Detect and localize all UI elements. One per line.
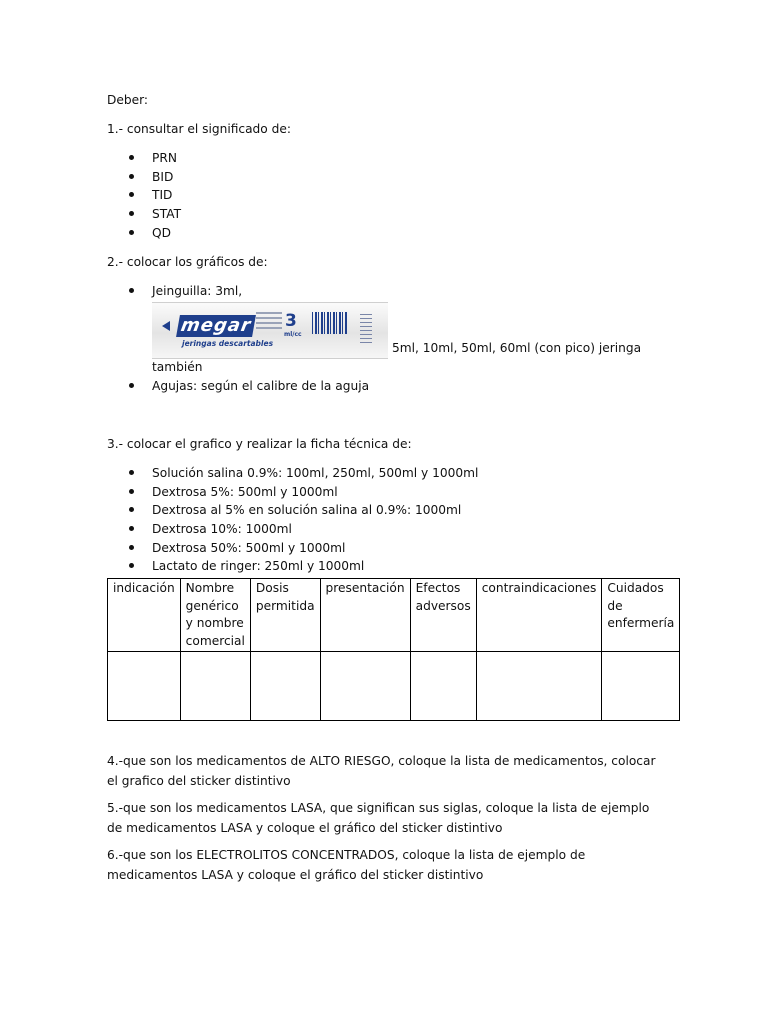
question-2: 2.- colocar los gráficos de: [107, 254, 268, 269]
list-item: TID [107, 186, 667, 205]
arrow-icon [162, 321, 170, 331]
table-header-cell: presentación [320, 579, 410, 652]
question-4: 4.-que son los medicamentos de ALTO RIESGO, coloque la lista de medicamentos, colocar el grafico del sticker distintivo [107, 754, 656, 788]
table-cell [602, 652, 680, 721]
table-cell [180, 652, 250, 721]
table-row [108, 652, 680, 721]
table-header-cell: Dosis permitida [250, 579, 320, 652]
table-cell [320, 652, 410, 721]
list-item: Dextrosa 5%: 500ml y 1000ml [107, 483, 667, 502]
table-cell [410, 652, 476, 721]
syringe-brand-logo: megar [176, 315, 256, 337]
list-item: QD [107, 224, 667, 243]
technical-sheet-table [107, 578, 680, 721]
barcode-icon [312, 312, 348, 334]
question-3: 3.- colocar el grafico y realizar la ficha técnica de: [107, 436, 412, 451]
abbreviation-list [107, 149, 667, 243]
document-page [107, 91, 675, 893]
list-item: STAT [107, 205, 667, 224]
list-item: BID [107, 168, 667, 187]
table-header-cell: Efectos adversos [410, 579, 476, 652]
table-header-row [108, 579, 680, 652]
syringe-sizes-text: 5ml, 10ml, 50ml, 60ml (con pico) jeringa [392, 341, 642, 356]
list-item: Dextrosa al 5% en solución salina al 0.9%: 1000ml [107, 501, 667, 520]
table-cell [476, 652, 602, 721]
syringe-unit: ml/cc [284, 331, 302, 339]
syringe-brand-subtitle: jeringas descartables [182, 339, 274, 349]
question-1: 1.- consultar el significado de: [107, 122, 291, 136]
list-item: Solución salina 0.9%: 100ml, 250ml, 500ml y 1000ml [107, 464, 667, 483]
syringe-package-image [152, 302, 388, 359]
question-5: 5.-que son los medicamentos LASA, que significan sus siglas, coloque la lista de ejemplo de medicamentos LASA y coloque el gráfico del sticker distintivo [107, 801, 650, 835]
table-header-cell: indicación [108, 579, 181, 652]
table-cell [108, 652, 181, 721]
syringe-side-print [360, 311, 372, 343]
table-cell [250, 652, 320, 721]
list-item-continuation: también [152, 360, 203, 375]
table-header-cell: Nombre genérico y nombre comercial [180, 579, 250, 652]
list-item: Agujas: según el calibre de la aguja [107, 377, 667, 396]
question-6: 6.-que son los ELECTROLITOS CONCENTRADOS, coloque la lista de ejemplo de medicamentos LASA y coloque el gráfico del sticker distintivo [107, 848, 586, 882]
graphics-list [107, 282, 667, 301]
list-item: Dextrosa 10%: 1000ml [107, 520, 667, 539]
solutions-list [107, 464, 667, 576]
list-item: PRN [107, 149, 667, 168]
graphics-list-2 [107, 377, 667, 396]
document-title: Deber: [107, 93, 149, 107]
list-item: Dextrosa 50%: 500ml y 1000ml [107, 539, 667, 558]
list-item: Jeinguilla: 3ml, [107, 282, 667, 301]
table-header-cell: contraindicaciones [476, 579, 602, 652]
table-header-cell: Cuidados de enfermería [602, 579, 680, 652]
list-item: Lactato de ringer: 250ml y 1000ml [107, 557, 667, 576]
syringe-fine-print [256, 312, 282, 332]
syringe-row [107, 300, 667, 358]
syringe-size: 3 [285, 311, 297, 332]
